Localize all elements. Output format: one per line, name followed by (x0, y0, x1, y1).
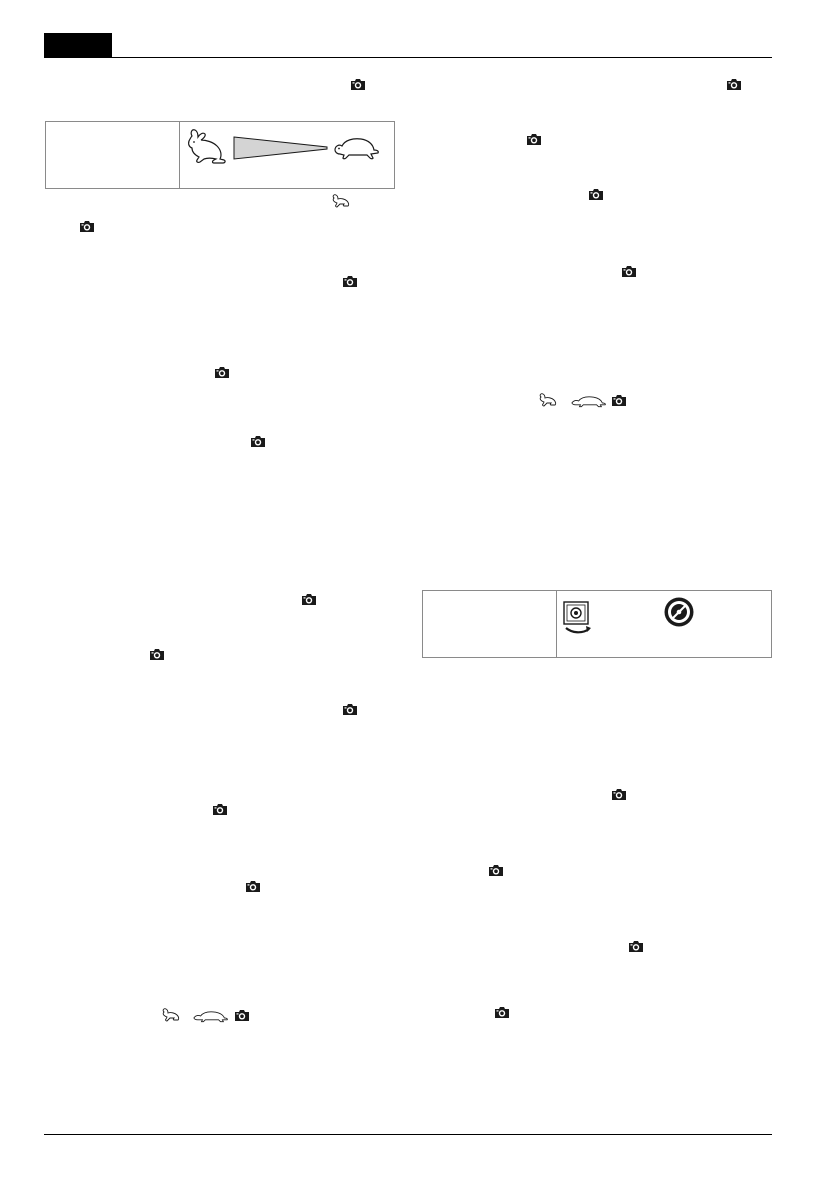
footer-rule (44, 1134, 772, 1135)
camera-icon (494, 1006, 510, 1019)
camera-icon (621, 265, 637, 278)
camera-icon (79, 220, 95, 233)
camera-icon (214, 366, 230, 379)
camera-icon (342, 275, 358, 288)
speed-table (45, 121, 395, 189)
settings-rotate-icon (562, 600, 594, 636)
turtle-icon (331, 136, 381, 160)
camera-icon (342, 703, 358, 716)
camera-icon (212, 803, 228, 816)
header-black-tab (44, 33, 112, 58)
camera-icon (245, 880, 261, 893)
camera-icon (250, 435, 266, 448)
header-rule (44, 57, 772, 58)
rabbit-icon (186, 128, 232, 164)
camera-icon (350, 78, 366, 91)
camera-icon (628, 940, 644, 953)
dial-icon (663, 596, 695, 628)
camera-icon (149, 648, 165, 661)
speed-wedge-icon (233, 136, 329, 160)
camera-icon (611, 394, 627, 407)
camera-icon (526, 133, 542, 146)
camera-icon (611, 788, 627, 801)
small-rabbit-icon (160, 1008, 182, 1022)
settings-table (422, 590, 772, 658)
camera-icon (301, 593, 317, 606)
small-turtle-icon (570, 394, 608, 408)
camera-icon (488, 864, 504, 877)
small-rabbit-icon (330, 194, 352, 208)
camera-icon (588, 188, 604, 201)
camera-icon (726, 78, 742, 91)
camera-icon (234, 1009, 250, 1022)
small-rabbit-icon (537, 393, 559, 407)
small-turtle-icon (192, 1009, 230, 1023)
